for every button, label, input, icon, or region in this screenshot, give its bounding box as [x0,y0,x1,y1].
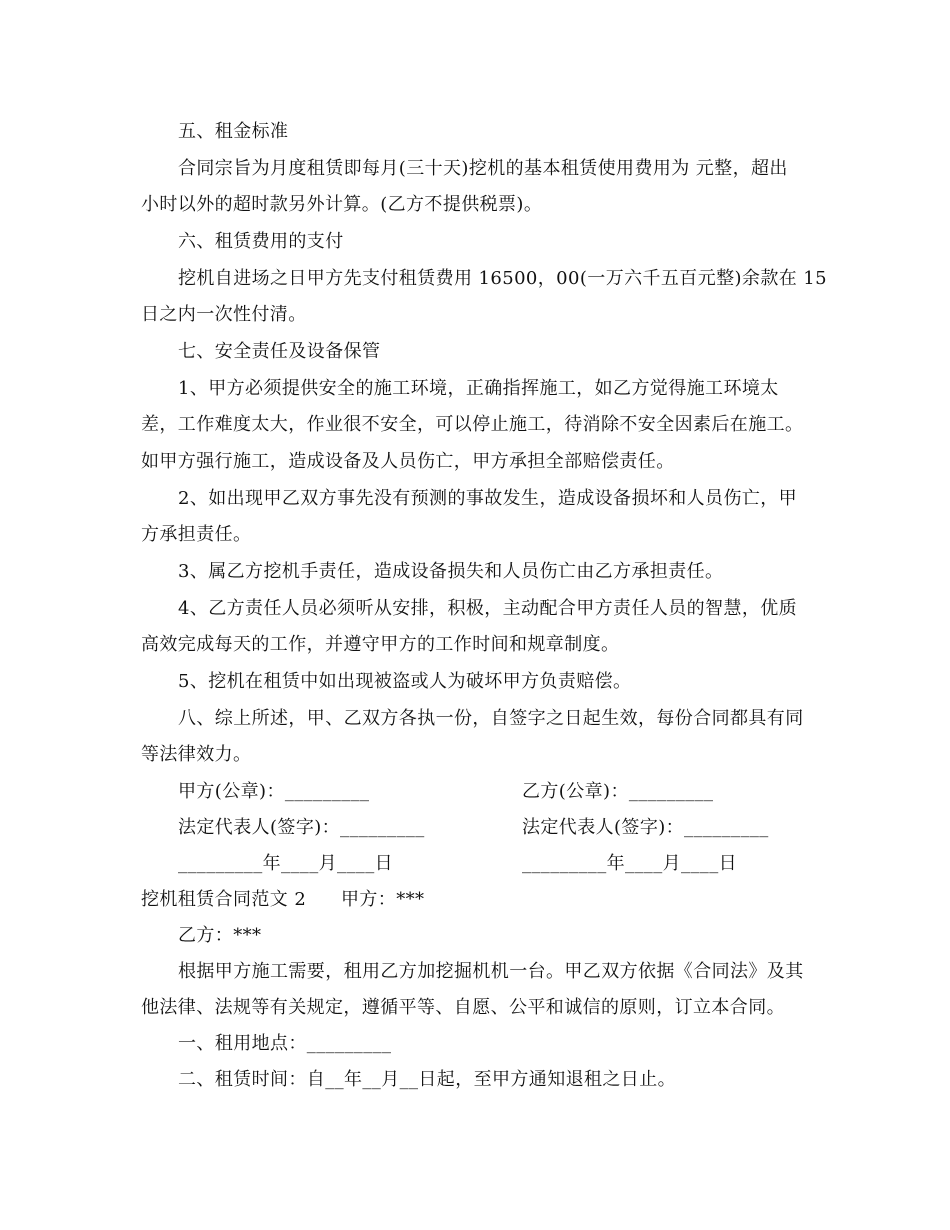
party-a-date: _________年____月____日 [178,853,393,874]
contract-2-section-1: 一、租用地点：_________ [178,1033,392,1054]
section-5-paragraph-line: 合同宗旨为月度租赁即每月(三十天)挖机的基本租赁使用费用为 元整，超出 [178,158,788,179]
section-7-item-line: 3、属乙方挖机手责任，造成设备损失和人员伤亡由乙方承担责任。 [178,561,724,582]
section-7-item-line: 高效完成每天的工作，并遵守甲方的工作时间和规章制度。 [141,634,620,655]
section-7-heading: 七、安全责任及设备保管 [178,341,381,362]
section-7-item-line: 4、乙方责任人员必须听从安排，积极，主动配合甲方责任人员的智慧，优质 [178,598,798,619]
section-7-item-line: 5、挖机在租赁中如出现被盗或人为破坏甲方负责赔偿。 [178,671,632,692]
party-b-seal: 乙方(公章)：_________ [522,781,714,802]
contract-2-intro-line: 他法律、法规等有关规定，遵循平等、自愿、公平和诚信的原则，订立本合同。 [141,997,785,1018]
section-8-line: 等法律效力。 [141,744,252,765]
party-b-date: _________年____月____日 [522,853,737,874]
contract-2-party-a: 甲方：*** [341,889,425,910]
section-6-paragraph-line: 日之内一次性付清。 [141,304,307,325]
section-7-item-line: 1、甲方必须提供安全的施工环境，正确指挥施工，如乙方觉得施工环境太 [178,378,779,399]
section-7-item-line: 方承担责任。 [141,524,252,545]
party-a-seal: 甲方(公章)：_________ [178,781,370,802]
section-7-item-line: 2、如出现甲乙双方事先没有预测的事故发生，造成设备损坏和人员伤亡，甲 [178,488,798,509]
section-6-paragraph-line: 挖机自进场之日甲方先支付租赁费用 16500，00(一万六千五百元整)余款在 15 [178,268,827,289]
party-b-representative: 法定代表人(签字)：_________ [522,817,769,838]
contract-2-title: 挖机租赁合同范文 2 [141,889,307,910]
section-6-heading: 六、租赁费用的支付 [178,231,344,252]
section-7-item-line: 差，工作难度太大，作业很不安全，可以停止施工，待消除不安全因素后在施工。 [141,414,804,435]
contract-2-party-b: 乙方：*** [178,925,262,946]
section-7-item-line: 如甲方强行施工，造成设备及人员伤亡，甲方承担全部赔偿责任。 [141,451,675,472]
contract-2-section-2: 二、租赁时间：自__年__月__日起，至甲方通知退租之日止。 [178,1069,676,1090]
section-5-heading: 五、租金标准 [178,121,289,142]
section-5-paragraph-line: 小时以外的超时款另外计算。(乙方不提供税票)。 [141,194,543,215]
contract-2-intro-line: 根据甲方施工需要，租用乙方加挖掘机机一台。甲乙双方依据《合同法》及其 [178,961,804,982]
party-a-representative: 法定代表人(签字)：_________ [178,817,425,838]
section-8-line: 八、综上所述，甲、乙双方各执一份，自签字之日起生效，每份合同都具有同 [178,708,804,729]
